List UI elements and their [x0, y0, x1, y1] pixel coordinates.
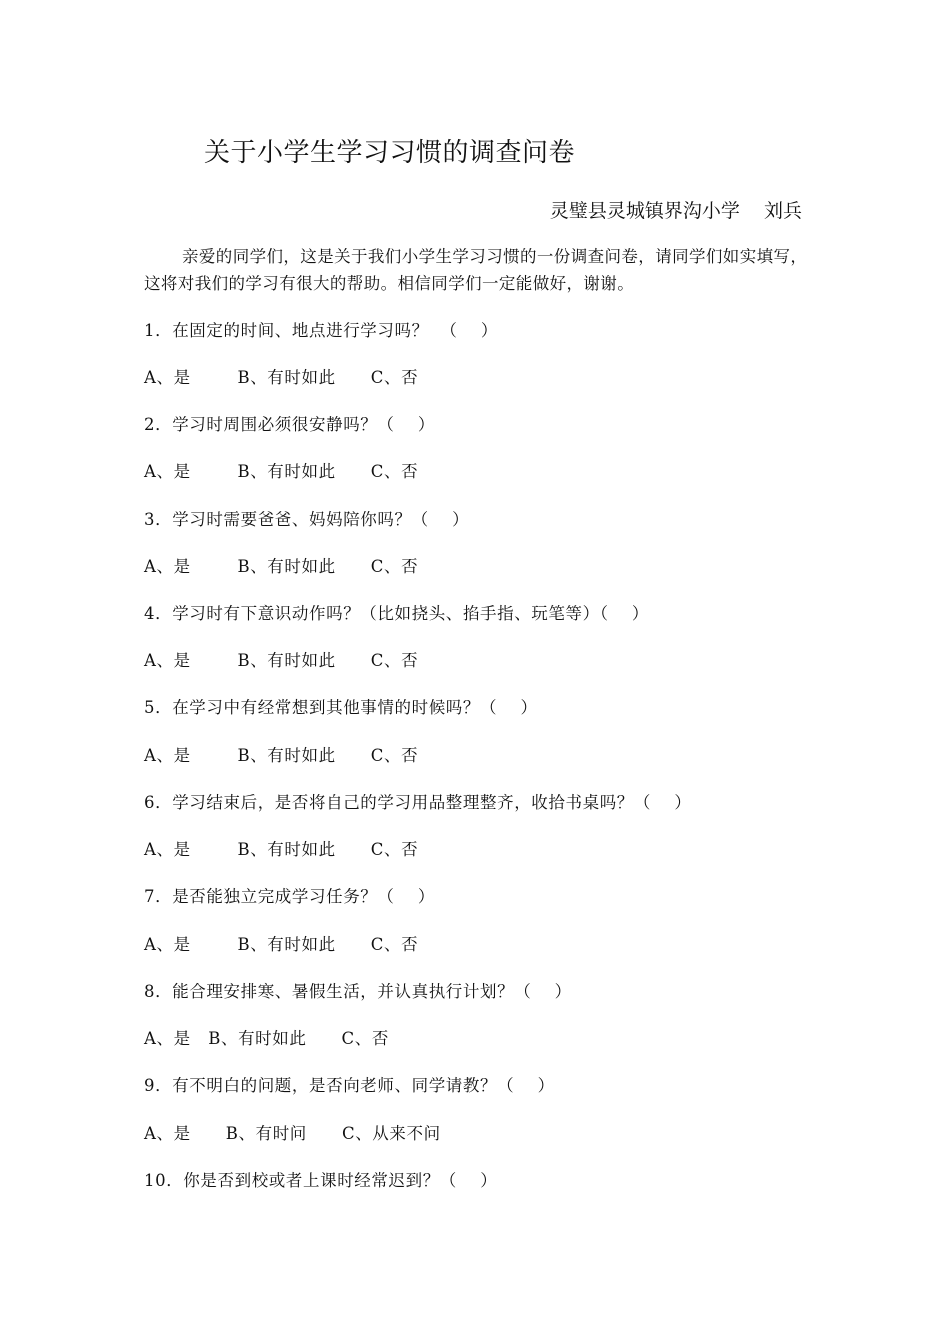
question-4: 4．学习时有下意识动作吗？（比如挠头、掐手指、玩笔等）（ ） [144, 604, 650, 623]
question-6-options: A、是 B、有时如此 C、否 [144, 840, 419, 859]
question-1-options: A、是 B、有时如此 C、否 [144, 368, 419, 387]
author-line: 灵璧县灵城镇界沟小学 刘兵 [549, 200, 802, 222]
question-2: 2．学习时周围必须很安静吗？（ ） [144, 415, 435, 434]
question-5: 5．在学习中有经常想到其他事情的时候吗？（ ） [144, 698, 538, 717]
question-2-options: A、是 B、有时如此 C、否 [144, 462, 419, 481]
question-9: 9．有不明白的问题，是否向老师、同学请教？（ ） [144, 1076, 555, 1095]
question-8: 8．能合理安排寒、暑假生活，并认真执行计划？（ ） [144, 982, 572, 1001]
question-10: 10．你是否到校或者上课时经常迟到？（ ） [144, 1171, 498, 1190]
question-7-options: A、是 B、有时如此 C、否 [144, 935, 419, 954]
question-9-options: A、是 B、有时问 C、从来不问 [144, 1124, 441, 1143]
question-4-options: A、是 B、有时如此 C、否 [144, 651, 419, 670]
question-3-options: A、是 B、有时如此 C、否 [144, 557, 419, 576]
page-title: 关于小学生学习习惯的调查问卷 [204, 138, 576, 168]
question-1: 1．在固定的时间、地点进行学习吗？ （ ） [144, 321, 498, 340]
question-8-options: A、是 B、有时如此 C、否 [144, 1029, 389, 1048]
question-6: 6．学习结束后，是否将自己的学习用品整理整齐，收拾书桌吗？（ ） [144, 793, 692, 812]
question-5-options: A、是 B、有时如此 C、否 [144, 746, 419, 765]
intro-paragraph: 亲爱的同学们，这是关于我们小学生学习习惯的一份调查问卷，请同学们如实填写，这将对我们的学习有很大的帮助。相信同学们一定能做好，谢谢。 [144, 247, 808, 293]
question-7: 7．是否能独立完成学习任务？（ ） [144, 887, 435, 906]
question-3: 3．学习时需要爸爸、妈妈陪你吗？（ ） [144, 510, 470, 529]
